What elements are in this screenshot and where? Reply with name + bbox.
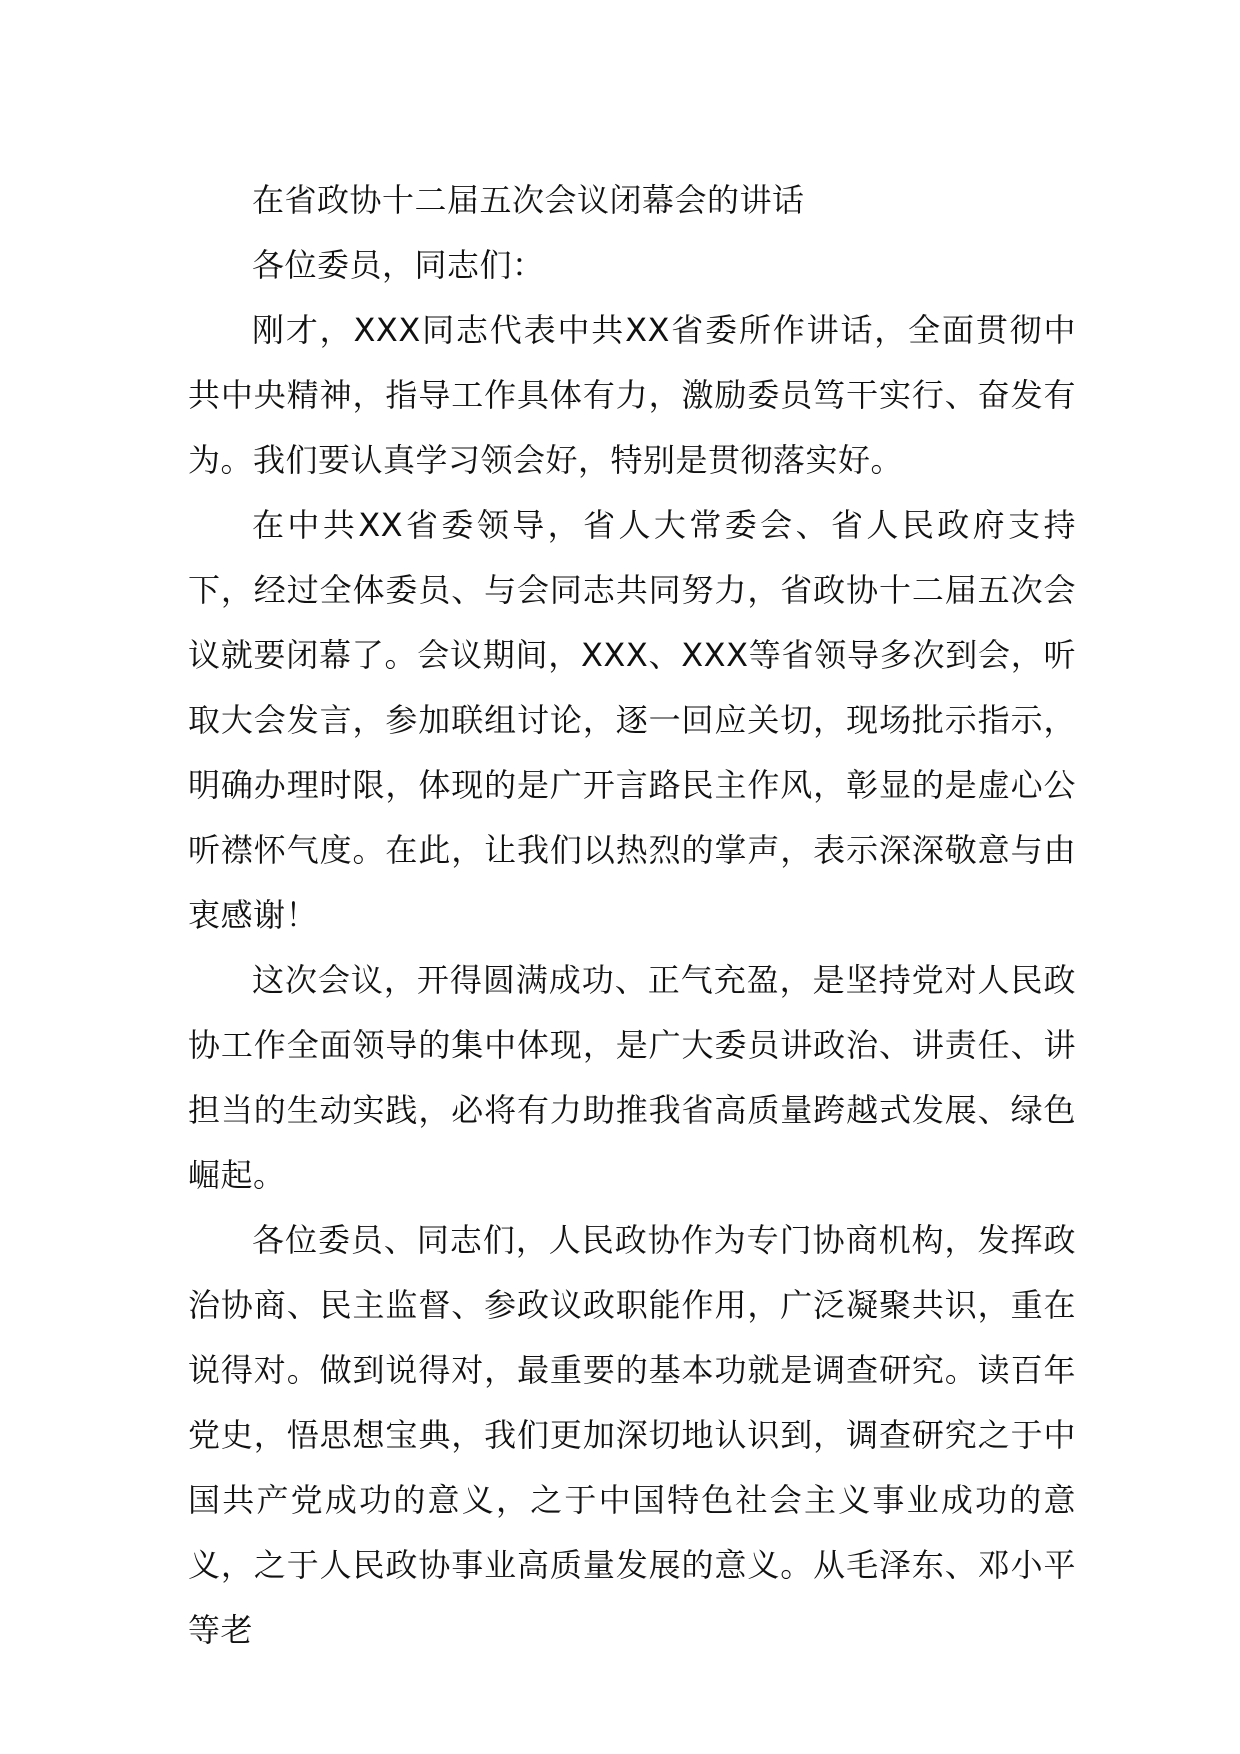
paragraph-2: 在中共XX省委领导，省人大常委会、省人民政府支持下，经过全体委员、与会同志共同努力，省政协十二届五次会议就要闭幕了。会议期间，XXX、XXX等省领导多次到会，听取大会发言，参加联组讨论，逐一回应关切，现场批示指示，明确办理时限，体现的是广开言路民主作风，彰显的是虚心公听襟怀气度。在此，让我们以热烈的掌声，表示深深敬意与由衷感谢！ xyxy=(188,506,1076,934)
paragraph-3: 这次会议，开得圆满成功、正气充盈，是坚持党对人民政协工作全面领导的集中体现，是广大委员讲政治、讲责任、讲担当的生动实践，必将有力助推我省高质量跨越式发展、绿色崛起。 xyxy=(188,961,1076,1194)
salutation: 各位委员，同志们： xyxy=(252,246,545,284)
speech-title: 在省政协十二届五次会议闭幕会的讲话 xyxy=(252,181,805,219)
paragraph-1: 刚才，XXX同志代表中共XX省委所作讲话，全面贯彻中共中央精神，指导工作具体有力，激励委员笃干实行、奋发有为。我们要认真学习领会好，特别是贯彻落实好。 xyxy=(188,311,1076,479)
document-body xyxy=(188,168,1076,1663)
paragraph-4: 各位委员、同志们，人民政协作为专门协商机构，发挥政治协商、民主监督、参政议政职能作用，广泛凝聚共识，重在说得对。做到说得对，最重要的基本功就是调查研究。读百年党史，悟思想宝典，我们更加深切地认识到，调查研究之于中国共产党成功的意义，之于中国特色社会主义事业成功的意义，之于人民政协事业高质量发展的意义。从毛泽东、邓小平等老 xyxy=(188,1221,1076,1649)
